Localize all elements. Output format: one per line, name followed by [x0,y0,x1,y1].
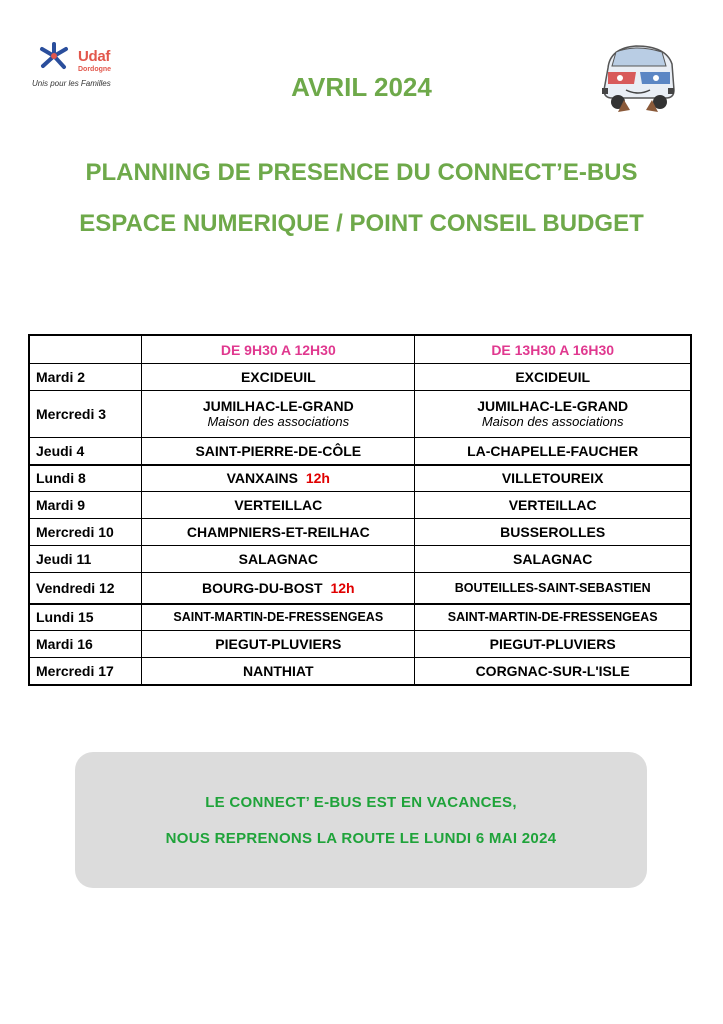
morning-cell: VERTEILLAC [142,492,415,519]
planning-subtitle: ESPACE NUMERIQUE / POINT CONSEIL BUDGET [79,210,644,237]
table-row [29,391,691,438]
header-morning: DE 9H30 A 12H30 [142,335,415,364]
morning-cell: SAINT-MARTIN-DE-FRESSENGEAS [142,604,415,631]
vacation-notice [75,752,647,888]
morning-cell [142,465,415,492]
planning-title: PLANNING DE PRESENCE DU CONNECT’E-BUS [85,159,638,186]
notice-line-2: NOUS REPRENONS LA ROUTE LE LUNDI 6 MAI 2024 [165,830,557,847]
udaf-family-icon [34,40,74,76]
day-cell: Jeudi 11 [29,546,142,573]
table-row [29,573,691,604]
morning-cell: SAINT-PIERRE-DE-CÔLE [142,438,415,465]
afternoon-place: JUMILHAC-LE-GRAND [477,398,629,414]
table-row [29,519,691,546]
morning-cell: PIEGUT-PLUVIERS [142,631,415,658]
morning-cell: NANTHIAT [142,658,415,685]
table-row [29,546,691,573]
table-row [29,364,691,391]
afternoon-cell: PIEGUT-PLUVIERS [415,631,691,658]
logo-brand: Udaf [78,48,111,65]
month-title: AVRIL 2024 [291,72,432,102]
afternoon-cell: LA-CHAPELLE-FAUCHER [415,438,691,465]
table-row [29,658,691,685]
morning-cell [142,573,415,604]
day-cell: Mercredi 17 [29,658,142,685]
morning-cell: EXCIDEUIL [142,364,415,391]
afternoon-cell: SAINT-MARTIN-DE-FRESSENGEAS [415,604,691,631]
morning-hour: 12h [305,470,330,487]
table-header-row [29,335,691,364]
day-cell: Mercredi 10 [29,519,142,546]
day-cell: Mardi 16 [29,631,142,658]
notice-line-1: LE CONNECT’ E-BUS EST EN VACANCES, [205,794,517,811]
morning-place: VANXAINS [226,470,298,487]
header-empty [29,335,142,364]
afternoon-cell [415,391,691,438]
logo-department: Dordogne [78,66,112,73]
morning-cell [142,391,415,438]
afternoon-cell: CORGNAC-SUR-L'ISLE [415,658,691,685]
table-row [29,465,691,492]
day-cell: Lundi 15 [29,604,142,631]
morning-note: Maison des associations [207,414,350,429]
morning-place: JUMILHAC-LE-GRAND [202,398,354,414]
table-row [29,492,691,519]
header-afternoon: DE 13H30 A 16H30 [415,335,691,364]
logo-slogan: Unis pour les Familles [32,79,111,88]
table-row [29,604,691,631]
day-cell: Lundi 8 [29,465,142,492]
afternoon-cell: SALAGNAC [415,546,691,573]
morning-cell: SALAGNAC [142,546,415,573]
day-cell: Mercredi 3 [29,391,142,438]
morning-hour: 12h [330,579,355,596]
morning-place: BOURG-DU-BOST [202,579,323,596]
day-cell: Mardi 2 [29,364,142,391]
table-row [29,631,691,658]
afternoon-cell: EXCIDEUIL [415,364,691,391]
afternoon-cell: BOUTEILLES-SAINT-SEBASTIEN [415,573,691,604]
morning-cell: CHAMPNIERS-ET-REILHAC [142,519,415,546]
schedule-table [28,334,692,686]
afternoon-cell: VERTEILLAC [415,492,691,519]
afternoon-cell: VILLETOUREIX [415,465,691,492]
afternoon-note: Maison des associations [481,414,624,429]
day-cell: Mardi 9 [29,492,142,519]
afternoon-cell: BUSSEROLLES [415,519,691,546]
day-cell: Jeudi 4 [29,438,142,465]
table-row [29,438,691,465]
day-cell: Vendredi 12 [29,573,142,604]
